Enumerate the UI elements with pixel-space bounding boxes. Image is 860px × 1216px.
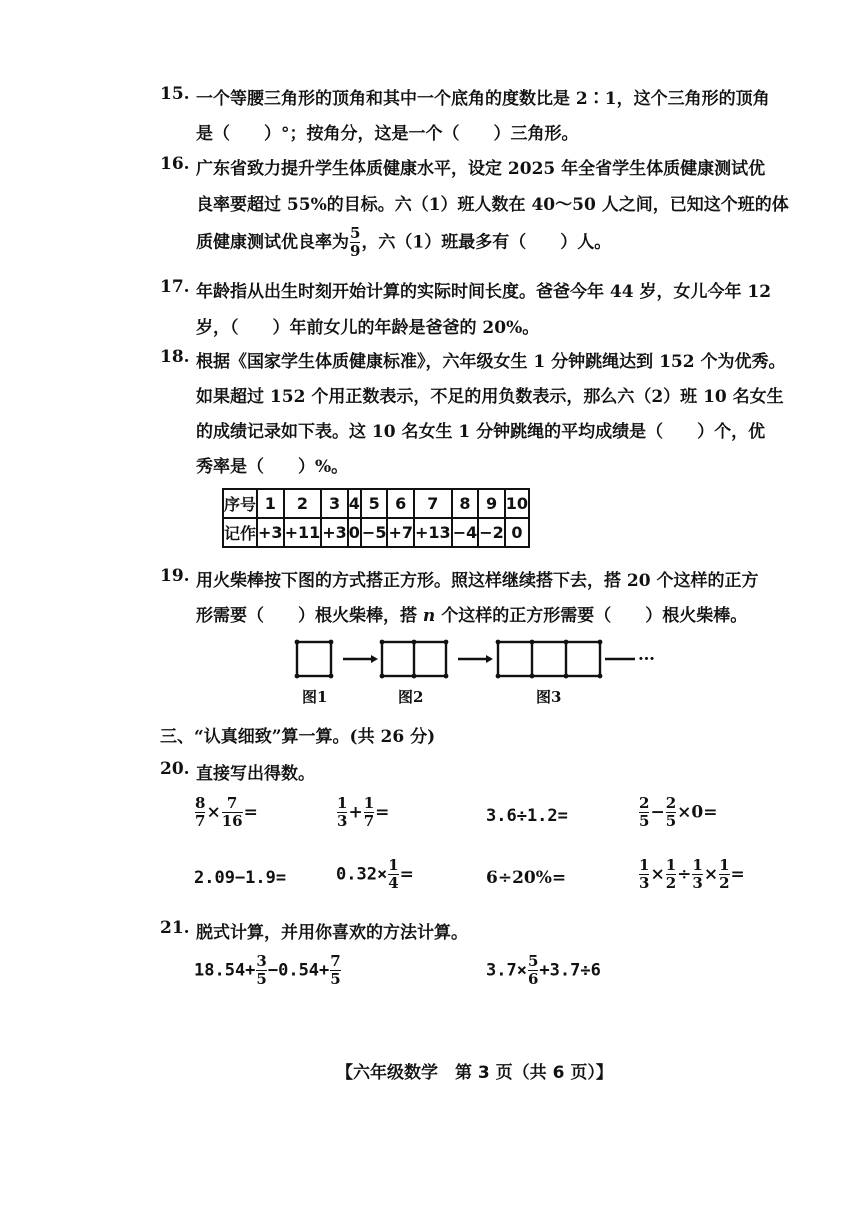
numerator: 1 <box>692 856 703 874</box>
denominator: 7 <box>363 811 375 830</box>
question-number: 21. <box>160 918 190 938</box>
operator: − <box>650 802 665 823</box>
table-cell: 7 <box>414 489 452 518</box>
question-text-line: 广东省致力提升学生体质健康水平，设定 2025 年全省学生体质健康测试优 <box>196 159 766 179</box>
figure-label: 图2 <box>398 688 424 706</box>
calc-item-21b <box>486 954 601 988</box>
numerator: 5 <box>527 952 539 970</box>
calc-item-c: 3.6÷1.2= <box>486 806 568 826</box>
fraction <box>692 858 702 892</box>
operator: ÷ <box>677 864 692 885</box>
operator: × <box>650 864 665 885</box>
denominator: 6 <box>527 969 539 988</box>
calc-item-g: 6÷20%= <box>486 868 567 888</box>
text-segment: ×0= <box>677 802 718 823</box>
ellipsis: … <box>638 645 655 665</box>
table-cell: 1 <box>257 489 284 518</box>
numerator: 2 <box>665 794 677 812</box>
table-cell: +11 <box>284 518 322 547</box>
calc-item-h <box>638 858 745 892</box>
denominator: 3 <box>639 873 650 892</box>
table-cell: +13 <box>414 518 452 547</box>
fraction <box>350 226 360 260</box>
question-text-line: 岁，（ ）年前女儿的年龄是爸爸的 20%。 <box>196 318 540 338</box>
text-segment: −0.54+ <box>267 960 330 981</box>
numerator: 1 <box>363 794 375 812</box>
variable-n: n <box>422 606 436 626</box>
fraction <box>719 858 729 892</box>
question-text-line: 是（ ）°；按角分，这是一个（ ）三角形。 <box>196 124 579 144</box>
text-segment: +3.7÷6 <box>539 960 601 981</box>
text-segment: 个这样的正方形需要（ ）根火柴棒。 <box>435 606 748 626</box>
question-number: 20. <box>160 759 190 779</box>
row-header: 记作 <box>223 518 257 547</box>
text-segment: 0.32× <box>336 864 388 885</box>
figure-label: 图3 <box>536 688 562 706</box>
question-text-line: 良率要超过 55%的目标。六（1）班人数在 40～50 人之间，已知这个班的体 <box>196 195 789 215</box>
table-cell: 2 <box>284 489 322 518</box>
calc-item-a <box>194 796 258 830</box>
fraction <box>222 796 243 830</box>
row-header: 序号 <box>223 489 257 518</box>
fraction <box>195 796 205 830</box>
question-title: 脱式计算，并用你喜欢的方法计算。 <box>196 923 468 943</box>
numerator: 2 <box>639 794 650 812</box>
table-cell: +3 <box>257 518 284 547</box>
calc-item-e: 2.09−1.9= <box>194 868 287 888</box>
question-text-line: 秀率是（ ）%。 <box>196 457 349 477</box>
numerator: 1 <box>639 856 650 874</box>
table-cell: 10 <box>505 489 529 518</box>
numerator: 3 <box>256 952 267 970</box>
table-cell: +3 <box>321 518 348 547</box>
question-text-line: 如果超过 152 个用正数表示，不足的用负数表示，那么六（2）班 10 名女生 <box>196 387 784 407</box>
equals: = <box>730 864 745 885</box>
question-text-line: 根据《国家学生体质健康标准》，六年级女生 1 分钟跳绳达到 152 个为优秀。 <box>196 352 786 372</box>
numerator: 5 <box>350 224 361 242</box>
question-number: 17. <box>160 277 190 297</box>
denominator: 5 <box>256 969 267 988</box>
operator: × <box>703 864 719 885</box>
table-cell: 0 <box>505 518 529 547</box>
calc-item-f <box>336 858 414 892</box>
fraction <box>337 796 347 830</box>
text-segment: 3.7× <box>486 960 527 981</box>
question-text-line <box>196 226 611 260</box>
text-segment: 形需要（ ）根火柴棒，搭 <box>196 606 423 626</box>
fraction <box>528 954 538 988</box>
fraction <box>639 796 649 830</box>
question-text-line: 用火柴棒按下图的方式搭正方形。照这样继续搭下去，搭 20 个这样的正方 <box>196 571 759 591</box>
denominator: 3 <box>337 811 348 830</box>
numerator: 7 <box>330 952 341 970</box>
denominator: 5 <box>665 811 677 830</box>
fraction <box>330 954 340 988</box>
table-cell: 5 <box>361 489 388 518</box>
question-number: 15. <box>160 84 190 104</box>
fraction <box>666 796 676 830</box>
table-cell: 6 <box>387 489 414 518</box>
denominator: 16 <box>221 811 243 830</box>
table-cell: 4 <box>348 489 361 518</box>
table-row <box>223 489 529 518</box>
operator: + <box>348 802 363 823</box>
fraction <box>639 858 649 892</box>
denominator: 4 <box>388 873 399 892</box>
text-segment: 质健康测试优良率为 <box>196 232 349 253</box>
table-row <box>223 518 529 547</box>
calc-item-d <box>638 796 717 830</box>
calc-item-21a <box>194 954 342 988</box>
question-text-line: 年龄指从出生时刻开始计算的实际时间长度。爸爸今年 44 岁，女儿今年 12 <box>196 282 772 302</box>
fraction <box>364 796 374 830</box>
table-cell: −5 <box>361 518 388 547</box>
fraction <box>388 858 398 892</box>
fraction <box>666 858 676 892</box>
numerator: 7 <box>226 794 238 812</box>
table-cell: 0 <box>348 518 361 547</box>
figure-1-square <box>297 642 331 676</box>
numerator: 1 <box>719 856 730 874</box>
table-cell: +7 <box>387 518 414 547</box>
text-segment: ，六（1）班最多有（ ）人。 <box>361 232 612 253</box>
table-cell: −4 <box>452 518 479 547</box>
question-number: 16. <box>160 154 190 174</box>
question-text-line: 一个等腰三角形的顶角和其中一个底角的度数比是 2∶1，这个三角形的顶角 <box>196 89 770 109</box>
figure-label: 图1 <box>302 688 328 706</box>
denominator: 2 <box>719 873 730 892</box>
figure-3-squares <box>498 642 600 676</box>
page-footer: 【六年级数学 第 3 页（共 6 页）】 <box>336 1063 613 1083</box>
numerator: 1 <box>388 856 399 874</box>
numerator: 1 <box>337 794 348 812</box>
question-number: 19. <box>160 566 190 586</box>
denominator: 2 <box>665 873 677 892</box>
calc-item-b <box>336 796 389 830</box>
denominator: 9 <box>350 241 361 260</box>
numerator: 8 <box>195 794 206 812</box>
denominator: 5 <box>639 811 650 830</box>
table-cell: −2 <box>478 518 505 547</box>
fraction <box>256 954 266 988</box>
denominator: 3 <box>692 873 703 892</box>
table-cell: 8 <box>452 489 479 518</box>
table-cell: 3 <box>321 489 348 518</box>
question-title: 直接写出得数。 <box>196 764 315 784</box>
jump-rope-record-table <box>222 488 530 548</box>
question-text-line: 的成绩记录如下表。这 10 名女生 1 分钟跳绳的平均成绩是（ ）个，优 <box>196 422 766 442</box>
question-text-line <box>196 601 747 626</box>
table-cell: 9 <box>478 489 505 518</box>
equals: = <box>375 802 390 823</box>
matchstick-squares-figure <box>285 630 665 690</box>
denominator: 7 <box>195 811 206 830</box>
text-segment: 18.54+ <box>194 960 256 981</box>
question-number: 18. <box>160 347 190 367</box>
numerator: 1 <box>665 856 677 874</box>
equals: = <box>399 864 414 885</box>
section-heading: 三、“认真细致”算一算。(共 26 分) <box>160 727 436 747</box>
equals: = <box>243 802 258 823</box>
denominator: 5 <box>330 969 341 988</box>
operator: × <box>206 802 221 823</box>
